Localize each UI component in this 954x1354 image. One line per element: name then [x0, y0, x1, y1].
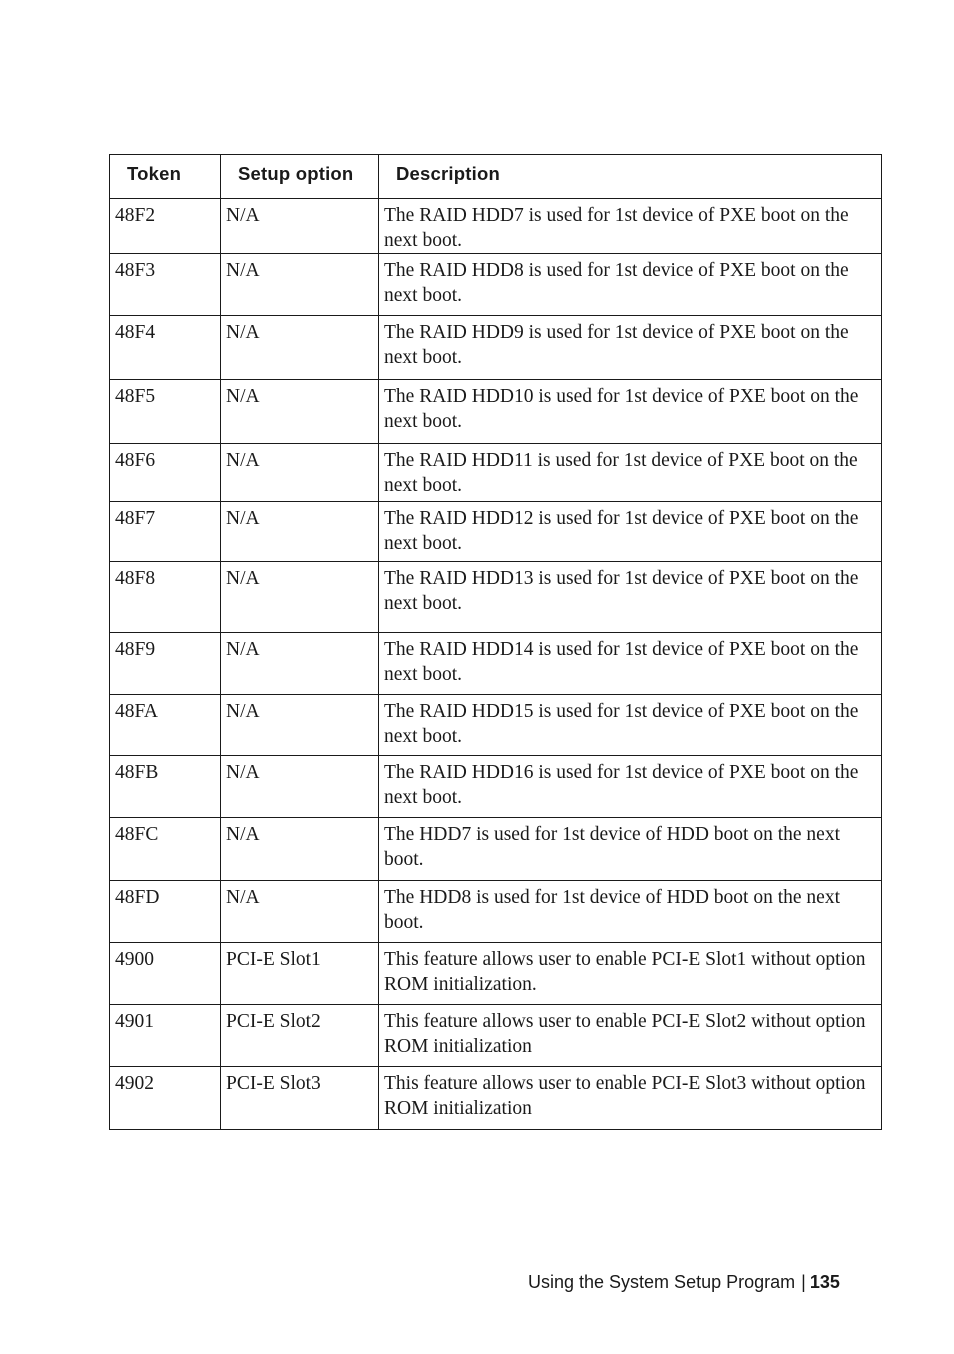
token-cell: 4901: [110, 1005, 221, 1067]
setup-option-cell: N/A: [221, 756, 379, 818]
column-header-token: Token: [110, 155, 221, 199]
table-row: [110, 380, 882, 444]
setup-option-cell: PCI-E Slot3: [221, 1067, 379, 1130]
table-row: [110, 502, 882, 562]
setup-option-cell: N/A: [221, 316, 379, 380]
token-cell: 48FB: [110, 756, 221, 818]
table-row: [110, 943, 882, 1005]
description-cell: The RAID HDD10 is used for 1st device of PXE boot on the next boot.: [379, 380, 882, 444]
description-cell: The RAID HDD14 is used for 1st device of PXE boot on the next boot.: [379, 633, 882, 695]
table-row: [110, 199, 882, 254]
table-row: [110, 818, 882, 881]
token-cell: 48F6: [110, 444, 221, 502]
token-cell: 48F2: [110, 199, 221, 254]
footer-separator: |: [801, 1272, 806, 1292]
description-cell: The RAID HDD8 is used for 1st device of PXE boot on the next boot.: [379, 254, 882, 316]
token-cell: 4900: [110, 943, 221, 1005]
token-cell: 48F9: [110, 633, 221, 695]
setup-option-cell: N/A: [221, 380, 379, 444]
page-footer: [528, 1272, 840, 1293]
setup-option-cell: PCI-E Slot2: [221, 1005, 379, 1067]
description-cell: The RAID HDD13 is used for 1st device of PXE boot on the next boot.: [379, 562, 882, 633]
setup-option-cell: N/A: [221, 881, 379, 943]
token-cell: 4902: [110, 1067, 221, 1130]
description-cell: The RAID HDD9 is used for 1st device of PXE boot on the next boot.: [379, 316, 882, 380]
footer-section-title: Using the System Setup Program: [528, 1272, 796, 1292]
description-cell: The RAID HDD12 is used for 1st device of PXE boot on the next boot.: [379, 502, 882, 562]
setup-option-cell: N/A: [221, 818, 379, 881]
setup-option-cell: N/A: [221, 254, 379, 316]
token-cell: 48F7: [110, 502, 221, 562]
description-cell: The HDD8 is used for 1st device of HDD boot on the next boot.: [379, 881, 882, 943]
description-cell: This feature allows user to enable PCI-E Slot1 without option ROM initialization.: [379, 943, 882, 1005]
token-cell: 48F4: [110, 316, 221, 380]
table-row: [110, 1005, 882, 1067]
setup-option-cell: N/A: [221, 444, 379, 502]
setup-option-cell: N/A: [221, 199, 379, 254]
page-number: 135: [809, 1272, 840, 1292]
description-cell: The RAID HDD16 is used for 1st device of PXE boot on the next boot.: [379, 756, 882, 818]
table-row: [110, 633, 882, 695]
setup-option-cell: N/A: [221, 695, 379, 756]
table-row: [110, 695, 882, 756]
table-header-row: [110, 155, 882, 199]
token-cell: 48F3: [110, 254, 221, 316]
description-cell: This feature allows user to enable PCI-E Slot2 without option ROM initialization: [379, 1005, 882, 1067]
setup-option-cell: N/A: [221, 502, 379, 562]
setup-option-cell: PCI-E Slot1: [221, 943, 379, 1005]
column-header-description: Description: [379, 155, 882, 199]
token-cell: 48FC: [110, 818, 221, 881]
description-cell: This feature allows user to enable PCI-E Slot3 without option ROM initialization: [379, 1067, 882, 1130]
table-row: [110, 756, 882, 818]
description-cell: The HDD7 is used for 1st device of HDD boot on the next boot.: [379, 818, 882, 881]
table-row: [110, 316, 882, 380]
token-cell: 48FA: [110, 695, 221, 756]
table-row: [110, 1067, 882, 1130]
token-cell: 48F8: [110, 562, 221, 633]
setup-option-cell: N/A: [221, 633, 379, 695]
table-row: [110, 881, 882, 943]
column-header-setup-option: Setup option: [221, 155, 379, 199]
table-row: [110, 562, 882, 633]
description-cell: The RAID HDD15 is used for 1st device of PXE boot on the next boot.: [379, 695, 882, 756]
token-cell: 48F5: [110, 380, 221, 444]
table-row: [110, 444, 882, 502]
description-cell: The RAID HDD11 is used for 1st device of PXE boot on the next boot.: [379, 444, 882, 502]
description-cell: The RAID HDD7 is used for 1st device of PXE boot on the next boot.: [379, 199, 882, 254]
token-cell: 48FD: [110, 881, 221, 943]
table-row: [110, 254, 882, 316]
setup-token-table: [109, 154, 882, 1130]
setup-option-cell: N/A: [221, 562, 379, 633]
